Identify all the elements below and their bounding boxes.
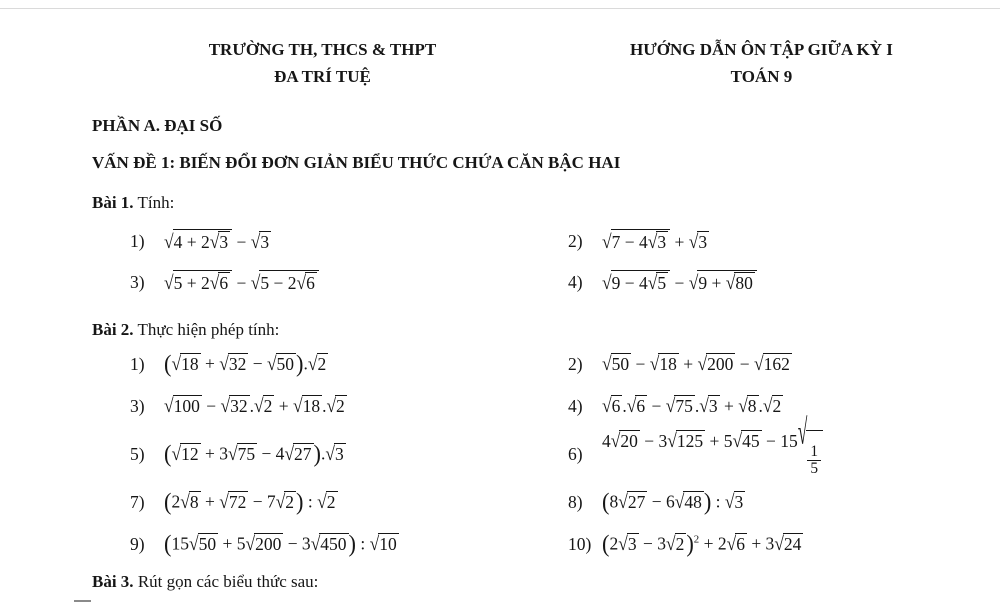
radical-sign: √ [697,352,708,375]
math-expression: √100 − √32 .√2 + √18 .√2 [164,394,345,417]
school-name-line2: ĐA TRÍ TUỆ [274,67,371,87]
cutoff-artifact-dash [74,600,91,602]
math-expression: 4√20 − 3√125 + 5√45 − 15√ $\frac{1}{5}$ [602,430,823,478]
radical-sign: √ [602,230,612,253]
exercise2-heading [92,320,970,340]
exercise1-item-4 [568,264,970,300]
exercise2-title: Thực hiện phép tính: [133,320,280,340]
radical-sign: √ [738,394,748,417]
item-number: 4) [568,395,583,416]
radical-sign: √ [188,531,199,555]
radical-sign: √ [209,271,220,294]
radical-sign: √ [725,271,736,294]
math-expression: √4 + 2√3 − √3 [164,230,270,253]
item-number: 10) [568,533,592,554]
radical-sign: √ [325,441,335,465]
radical-sign: √ [220,394,231,417]
item-number: 1) [130,353,145,374]
radical-sign: √ [647,271,658,294]
exercise2-item-1 [130,346,568,382]
item-number: 4) [568,271,583,292]
radical-sign: √ [369,531,380,555]
topic-heading: VẤN ĐỀ 1: BIẾN ĐỔI ĐƠN GIẢN BIỂU THỨC CHỨA CĂN BẬC HAI [92,153,621,173]
exercise1-item-3 [130,264,568,300]
radical-sign: √ [665,394,676,417]
radical-sign: √ [219,351,229,375]
radical-sign: √ [310,531,321,555]
exercise2-item-6 [568,411,970,478]
exercise1-title: Tính: [133,193,175,213]
radical-sign: √ [164,271,174,294]
document-title-line2: TOÁN 9 [730,67,793,87]
exercise2-item-4 [568,388,970,424]
radical-sign: √ [275,489,286,513]
exercise2-item-2 [568,346,970,382]
exercise2-label: Bài 2. [92,320,134,340]
exercise2-item-10 [568,526,970,562]
item-number: 5) [130,443,145,464]
section-heading: PHẦN A. ĐẠI SỐ [92,116,223,136]
radical-sign: √ [602,394,612,417]
item-number: 6) [568,443,583,464]
radical-sign: √ [250,230,261,253]
item-number: 8) [568,491,583,512]
radical-sign: √ [626,394,637,417]
exercise2-item-7 [130,484,568,520]
radical-sign: √ [164,394,174,417]
radical-sign: √ [649,352,660,375]
radical-sign: √ [618,489,628,513]
radical-sign: √ [307,351,318,375]
document-header [92,36,970,90]
math-expression: (8√27 − 6√48) : √3 [602,488,744,516]
item-number: 3) [130,395,145,416]
exercise1-item-2 [568,223,970,259]
radical-sign: √ [726,531,737,555]
item-number: 1) [130,230,145,251]
document-title-line1: HƯỚNG DẪN ÔN TẬP GIỮA KỲ I [630,40,893,59]
exercise1-heading [92,193,970,213]
exercise2-item-9 [130,526,568,562]
page-top-edge [0,8,1000,9]
radical-sign: √ [219,489,229,513]
radical-sign: √ [674,489,685,513]
exercise1-label: Bài 1. [92,193,134,213]
math-expression: √9 − 4√5 − √9 + √80 [602,270,757,294]
exercise3-label: Bài 3. [92,572,134,592]
radical-sign: √ [610,429,621,452]
radical-sign: √ [296,271,307,294]
math-expression: (15√50 + 5√200 − 3√450) : √10 [164,530,397,558]
radical-sign: √ [618,531,628,555]
radical-sign: √ [774,531,784,555]
item-number: 9) [130,533,145,554]
item-number: 7) [130,491,145,512]
math-expression: $(2√3 - 3√2)^2 + 2√6 + 3√24$ [602,530,802,558]
radical-sign: √ [164,230,174,253]
math-expression: √50 − √18 + √200 − √162 [602,352,790,375]
radical-sign: √ [688,271,699,294]
exercise2-item-3 [130,388,568,424]
exercise2-item-5 [130,436,568,472]
exercise3-heading [92,572,970,592]
radical-sign: √ [171,351,182,375]
radical-sign: √ [180,489,190,513]
exercise3-title: Rút gọn các biểu thức sau: [133,572,319,592]
math-expression: √7 − 4√3 + √3 [602,230,708,253]
radical-sign: √ [227,441,238,465]
item-number: 2) [568,353,583,374]
radical-sign: √ [665,531,676,555]
radical-sign: √ [266,351,277,375]
radical-sign: √ [667,429,677,452]
radical-sign: √ [602,271,612,294]
radical-sign: √ [602,352,612,375]
document-title-block [553,36,970,90]
math-expression: √6 .√6 − √75 .√3 + √8 .√2 [602,394,782,417]
radical-sign: √ [245,531,256,555]
exercise2-item-8 [568,484,970,520]
radical-sign: √ [284,441,295,465]
school-name-block [92,36,553,90]
radical-sign: √ [647,230,658,253]
math-expression: √5 + 2√6 − √5 − 2√6 [164,270,319,294]
exercise1-item-1 [130,223,568,259]
radical-sign: √ [753,352,764,375]
item-number: 2) [568,230,583,251]
radical-sign: √ [250,271,261,294]
radical-sign: √ [317,489,327,513]
radical-sign: √ [171,441,182,465]
radical-sign: √ [253,394,264,417]
math-expression: (√12 + 3√75 − 4√27).√3 [164,440,344,468]
radical-sign: √ [209,230,220,253]
radical-sign: √ [688,230,699,253]
math-expression: (2√8 + √72 − 7√2) : √2 [164,488,336,516]
exercise2-items [92,346,970,562]
radical-sign: √ [699,394,709,417]
school-name-line1: TRƯỜNG TH, THCS & THPT [208,40,437,59]
radical-sign: √ [292,394,303,417]
item-number: 3) [130,271,145,292]
exercise1-items [92,223,970,300]
radical-sign: √ [326,394,337,417]
radical-sign: √ [724,489,735,513]
math-expression: (√18 + √32 − √50).√2 [164,350,327,378]
radical-sign: √ [797,411,808,453]
radical-sign: √ [732,429,743,452]
radical-sign: √ [762,394,773,417]
